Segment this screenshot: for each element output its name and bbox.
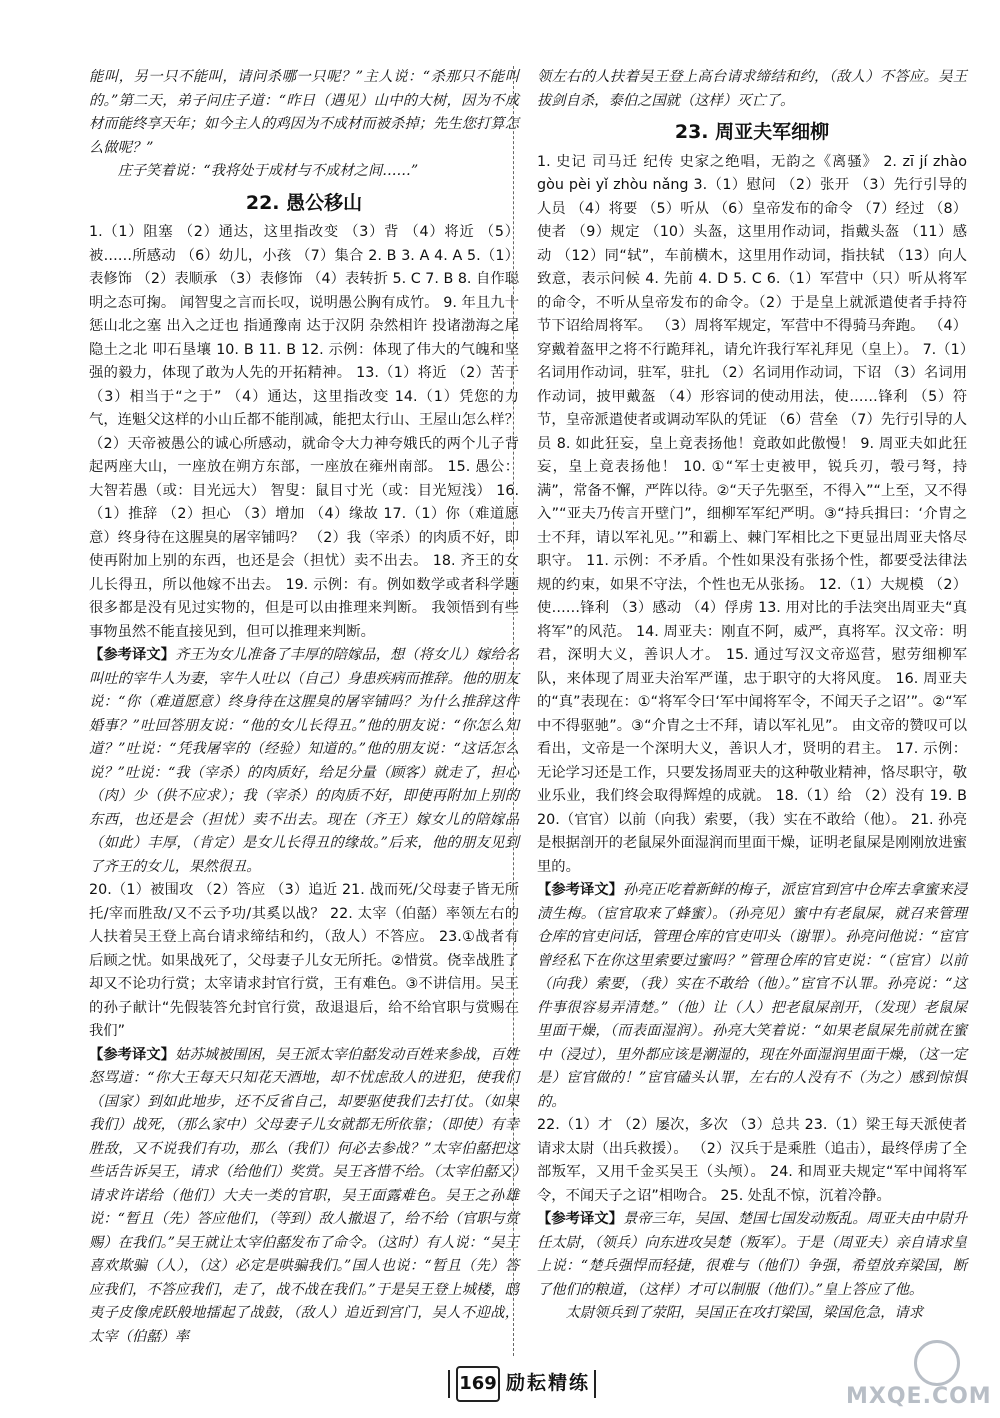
ref-label: 【参考译文】 xyxy=(537,882,624,898)
section-title-22: 22. 愚公移山 xyxy=(245,191,363,214)
paragraph-zhuangzi: 庄子笑着说：“我将处于成材与不成材之间……” xyxy=(117,163,419,179)
watermark-logo-icon xyxy=(914,1340,960,1386)
ref-label: 【参考译文】 xyxy=(89,1046,176,1063)
reference-translation-23a xyxy=(537,879,967,1114)
reference-translation-23b xyxy=(537,1208,967,1302)
answers-22-part1: 1.（1）阻塞 （2）通达，这里指改变 （3）背 （4）将近 （5）被……所感动 （6）幼儿，小孩 （7）集合 2. B 3. A 4. A 5.（1）表修饰 （2）表顺承 （3）表修饰 （4）表转折 5. C 7. B 8. 自作聪明之态可掬。 闻智叟之言而长叹，说明愚公胸有成竹。 9. 年且九十 惩山北之塞 出入之迂也 指通豫南 达于汉阴 杂然相许 投诸渤海之尾 隐土之北 叩石垦壤 10. B 11. B 12. 示例：体现了伟大的气魄和坚强的毅力，体现了敢为人先的开拓精神。 13.（1）将近 （2）苦于 （3）相当于“之于” （4）通达，这里指改变 14.（1）凭您的力气，连魁父这样的小山丘都不能削减，能把太行山、王屋山怎么样？ （2）天帝被愚公的诚心所感动，就命令大力神夸娥氏的两个儿子背起两座大山，一座放在朔方东部，一座放在雍州南部。 15. 愚公：大智若愚（或：目光远大） 智叟：鼠目寸光（或：目光短浅） 16.（1）推辞 （2）担心 （3）增加 （4）缘故 17.（1）你（难道愿意）终身待在这腥臭的屠宰铺吗？ （2）我（宰杀）的肉质不好，即使再附加上别的东西，也还是会（担忧）卖不出去。 18. 齐王的女儿长得丑，所以他嫁不出去。 19. 示例：有。例如数学或者科学题很多都是没有见过实物的，但是可以由推理来判断。 我领悟到有些事物虽然不能直接见到，但可以推理来判断。 xyxy=(89,224,519,640)
watermark-text: MXQE.COM xyxy=(846,1384,992,1409)
reference-translation-22b xyxy=(89,1044,519,1350)
footer-bar-right xyxy=(594,1370,596,1398)
ref-text: 景帝三年，吴国、楚国七国发动叛乱。周亚夫由中尉升任太尉，（领兵）向东进攻吴楚（叛军）。于是（周亚夫）亲自请求皇上说：“楚兵强悍而轻捷，很难与（他们）争强，希望放弃梁国，断了他们的粮道，（这样）才可以制服（他们）。”皇上答应了他。 xyxy=(537,1211,968,1298)
footer-bar-left xyxy=(448,1370,450,1398)
paragraph-continuation: 领左右的人扶着吴王登上高台请求缔结和约，（敌人）不答应。吴王拔剑自杀，泰伯之国就（这样）灭亡了。 xyxy=(537,69,967,109)
ref-label: 【参考译文】 xyxy=(537,1211,624,1227)
brand-name: 励耘精练 xyxy=(506,1372,591,1394)
reference-translation-22a xyxy=(89,644,519,879)
watermark xyxy=(846,1338,996,1414)
answers-22-part2: 20.（1）被围攻 （2）答应 （3）追近 21. 战而死/父母妻子皆无所托/宰而胜敌/又不云予功/其奚以战？ 22. 太宰（伯嚭）率领左右的人扶着吴王登上高台请求缔结和约，（敌人）不答应。 23.①战者有后顾之忧。如果战死了，父母妻子儿女无所托。②惜赏。侥幸战胜了却又不论功行赏；太宰请求封官行赏，王有难色。③不讲信用。吴王的孙子献计“先假装答允封官行赏，敌退退后，给不给官职与赏赐在我们” xyxy=(89,882,519,1039)
right-column xyxy=(537,66,967,1326)
section-title-23: 23. 周亚夫军细柳 xyxy=(674,121,830,143)
paragraph-last: 太尉领兵到了荥阳，吴国正在攻打梁国，梁国危急，请求 xyxy=(565,1305,924,1321)
ref-text: 齐王为女儿准备了丰厚的陪嫁品，想（将女儿）嫁给名叫吐的宰牛人为妻，宰牛人吐以（自己）身患疾病而推辞。他的朋友说：“你（难道愿意）终身待在这腥臭的屠宰铺吗？为什么推辞这件婚事？”吐回答朋友说：“他的女儿长得丑。”他的朋友说：“你怎么知道？”吐说：“凭我屠宰的（经验）知道的。”他的朋友说：“这话怎么说？”吐说：“我（宰杀）的肉质好，给足分量（顾客）就走了，担心（肉）少（供不应求）；我（宰杀）的肉质不好，即使再附加上别的东西，也还是会（担忧）卖不出去。现在（齐王）嫁女儿的陪嫁品（如此）丰厚，（肯定）是女儿长得丑的缘故。”后来，他的朋友见到了齐王的女儿，果然很丑。 xyxy=(89,647,520,875)
answers-23-part2: 22.（1）才 （2）屡次，多次 （3）总共 23.（1）梁王每天派使者请求太尉（出兵救援）。 （2）汉兵于是乘胜（追击），最终俘虏了全部叛军，又用千金买吴王（头颅）。 24. 和周亚夫规定“军中闻将军令，不闻天子之诏”相吻合。 25. 处乱不惊，沉着冷静。 xyxy=(537,1117,967,1204)
ref-text: 孙亮正吃着新鲜的梅子，派宦官到宫中仓库去拿蜜来浸渍生梅。（宦官取来了蜂蜜）。（孙亮见）蜜中有老鼠屎，就召来管理仓库的官吏问话，管理仓库的官吏叩头（谢罪）。孙亮问他说：“宦官曾经私下在你这里索要过蜜吗？”管理仓库的官吏说：“（宦官）以前（向我）索要，（我）实在不敢给（他）。”宦官不认罪。孙亮说：“这件事很容易弄清楚。”（他）让（人）把老鼠屎剖开，（发现）老鼠屎里面干燥，（而表面湿润）。孙亮大笑着说：“如果老鼠屎先前就在蜜中（浸过），里外都应该是潮湿的，现在外面湿润里面干燥，（这一定是）宦官做的！”宦官磕头认罪，左右的人没有不（为之）感到惊惧的。 xyxy=(537,882,968,1110)
answers-23-part1: 1. 史记 司马迁 纪传 史家之绝唱，无韵之《离骚》 2. zī jí zhào gòu pèi yǐ zhòu nǎng 3.（1）慰问 （2）张开 （3）先行引导的人员 （4）将要 （5）听从 （6）皇帝发布的命令 （7）经过 （8）使者 （9）规定 （10）头盔，这里用作动词，指戴头盔 （11）感动 （12）同“轼”，车前横木，这里用作动词，指扶轼 （13）向人致意，表示问候 4. 先前 4. D 5. C 6.（1）军营中（只）听从将军的命令，不听从皇帝发布的命令。（2）于是皇上就派遣使者手持符节下诏给周将军。 （3）周将军规定，军营中不得骑马奔跑。 （4）穿戴着盔甲之将不行跪拜礼，请允许我行军礼拜见（皇上）。 7.（1）名词用作动词，驻军，驻扎 （2）名词用作动词，下诏 （3）名词用作动词，披甲戴盔 （4）形容词的使动用法，使……锋利 （5）符节，皇帝派遣使者或调动军队的凭证 （6）营垒 （7）先行引导的人员 8. 如此狂妄，皇上竟表扬他！竟敢如此傲慢！ 9. 周亚夫如此狂妄，皇上竟表扬他！ 10. ①“军士吏被甲，锐兵刃，彀弓弩，持满”，常备不懈，严阵以待。②“天子先驱至，不得入”“上至，又不得入”“亚夫乃传言开壁门”，细柳军军纪严明。③“持兵揖曰：‘介胄之士不拜，请以军礼见。’”和霸上、棘门军相比之下更显出周亚夫恪尽职守。 11. 示例：不矛盾。个性如果没有张扬个性，都要受法律法规的约束，如果不守法，个性也无从张扬。 12.（1）大规模 （2）使……锋利 （3）感动 （4）俘虏 13. 用对比的手法突出周亚夫“真将军”的风范。 14. 周亚夫：刚直不阿，威严，真将军。汉文帝：明君，深明大义，善识人才。 15. 通过写汉文帝巡营，慰劳细柳军队，来体现了周亚夫治军严谨，忠于职守的大将风度。 16. 周亚夫的“真”表现在：①“将军令曰‘军中闻将军令，不闻天子之诏’”。②“军中不得驱驰”。③“介胄之士不拜，请以军礼见”。 由文帝的赞叹可以看出，文帝是一个深明大义，善识人才，贤明的君主。 17. 示例：无论学习还是工作，只要发扬周亚夫的这种敬业精神，恪尽职守，敬业乐业，我们终会取得辉煌的成就。 18.（1）给 （2）没有 19. B 20.（官官）以前（向我）索要，（我）实在不敢给（他）。 21. 孙亮是根据剖开的老鼠屎外面湿润而里面干燥，证明老鼠屎是刚刚放进蜜里的。 xyxy=(537,153,967,875)
page-number: 169 xyxy=(456,1366,500,1402)
paragraph-continuation: 能叫，另一只不能叫，请问杀哪一只呢？”主人说：“杀那只不能叫的。”第二天，弟子问庄子道：“昨日（遇见）山中的大树，因为不成材而能终享天年；如今主人的鸡因为不成材而被杀掉；先生您打算怎么做呢？” xyxy=(89,69,519,156)
ref-text: 姑苏城被围困，吴王派太宰伯嚭发动百姓来参战，百姓怒骂道：“你大王每天只知花天酒地，却不忧虑敌人的进犯，使我们（国家）到如此地步，还不反省自己，却要驱使我们去打仗。（如果我们）战死，（那么家中）父母妻子儿女就都无所依靠；（即使）有幸胜敌，又不说我们有功，那么（我们）何必去参战？”太宰伯嚭把这些话告诉吴王，请求（给他们）奖赏。吴王吝惜不给。（太宰伯嚭又）请求许诺给（他们）大夫一类的官职，吴王面露难色。吴王之孙雄说：“暂且（先）答应他们，（等到）敌人撤退了，给不给（官职与赏赐）在我们。”吴王就让太宰伯嚭发布了命令。（这时）有人说：“吴王喜欢欺骗（人），（这）必定是哄骗我们。”国人也说：“暂且（先）答应我们，不答应我们，走了，战不战在我们。”于是吴王登上城楼，鸱夷子皮像虎跃般地擂起了战鼓，（敌人）追近到宫门，吴人不迎战，太宰（伯嚭）率 xyxy=(89,1046,520,1345)
ref-label: 【参考译文】 xyxy=(89,647,176,663)
left-column xyxy=(89,66,519,1349)
column-divider xyxy=(513,66,514,1356)
